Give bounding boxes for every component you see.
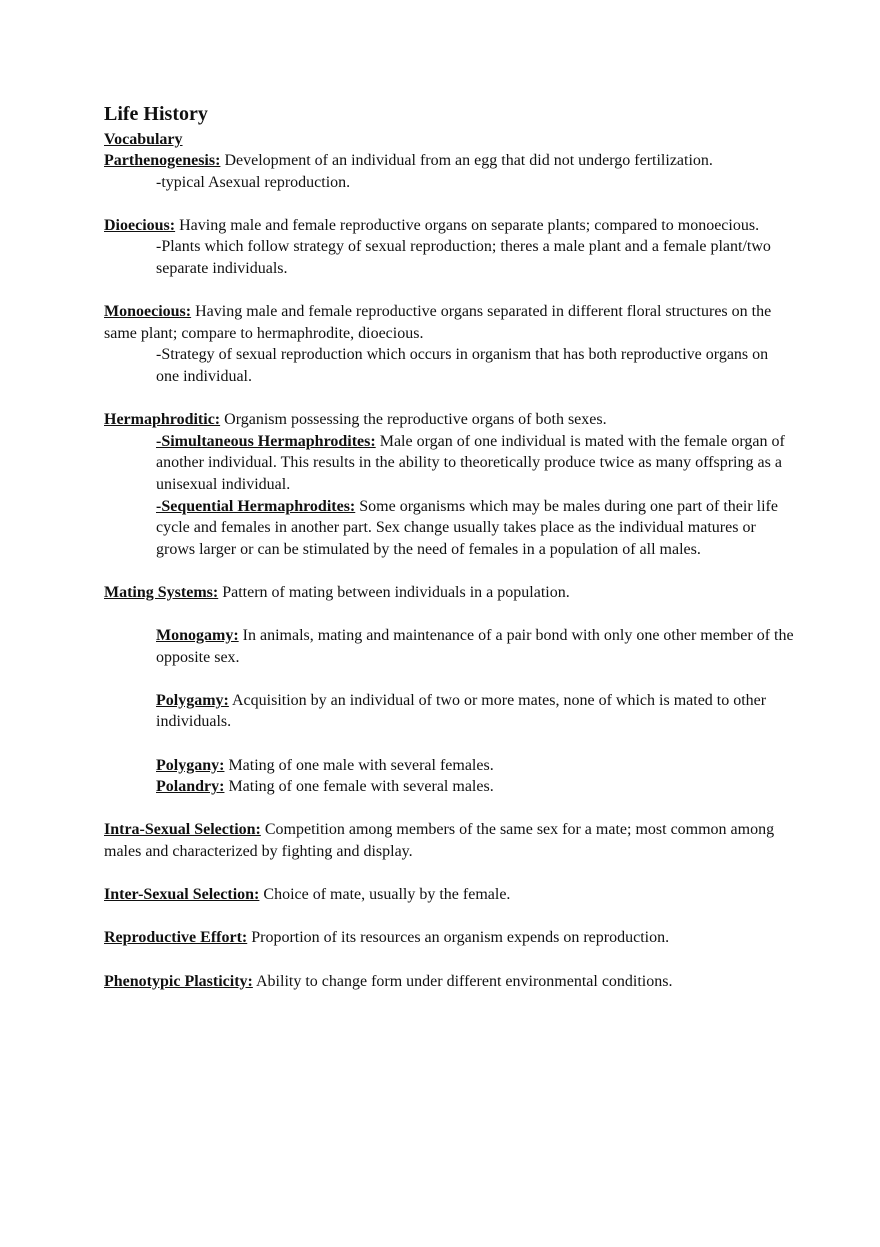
entry-reproductive-effort — [104, 927, 794, 949]
entry-polandry — [104, 776, 794, 798]
entry-simultaneous-hermaphrodites — [104, 431, 794, 496]
entry-inter-sexual-selection — [104, 884, 794, 906]
definition-phenotypic-plasticity: Ability to change form under different environmental conditions. — [252, 972, 673, 990]
term-polygamy: Polygamy: — [156, 691, 229, 709]
section-heading: Vocabulary — [104, 131, 183, 148]
term-simultaneous-hermaphrodites: -Simultaneous Hermaphrodites: — [156, 432, 376, 450]
term-inter-sexual-selection: Inter-Sexual Selection: — [104, 886, 260, 904]
note-parthenogenesis: -typical Asexual reproduction. — [156, 173, 351, 191]
definition-polygamy: Acquisition by an individual of two or more mates, none of which is mated to other individuals. — [156, 691, 767, 731]
entry-polygany — [104, 755, 794, 777]
definition-reproductive-effort: Proportion of its resources an organism expends on reproduction. — [247, 929, 670, 947]
note-dioecious: -Plants which follow strategy of sexual reproduction; theres a male plant and a female plant/two separate individuals. — [156, 238, 771, 277]
term-reproductive-effort: Reproductive Effort: — [104, 929, 248, 947]
entry-monogamy — [104, 625, 794, 668]
entry-dioecious — [104, 215, 794, 237]
entry-hermaphroditic — [104, 409, 794, 431]
definition-monoecious: Having male and female reproductive organs separated in different floral structures on the same plant; compare to hermaphrodite, dioecious. — [104, 303, 772, 342]
term-monogamy: Monogamy: — [156, 627, 239, 645]
definition-mating-systems: Pattern of mating between individuals in a population. — [218, 583, 570, 601]
definition-intra-sexual-selection: Competition among members of the same sex for a mate; most common among males and characterized by fighting and display. — [104, 821, 775, 860]
note-monoecious: -Strategy of sexual reproduction which occurs in organism that has both reproductive organs on one individual. — [156, 346, 769, 385]
entry-phenotypic-plasticity — [104, 971, 794, 993]
term-dioecious: Dioecious: — [104, 216, 176, 234]
definition-monogamy: In animals, mating and maintenance of a pair bond with only one other member of the opposite sex. — [156, 627, 794, 666]
term-mating-systems: Mating Systems: — [104, 583, 219, 601]
entry-sequential-hermaphrodites — [104, 496, 794, 561]
definition-simultaneous-hermaphrodites: Male organ of one individual is mated with the female organ of another individual. This results in the ability to theoretically produce twice as many offspring as a unisexual individual. — [156, 432, 785, 493]
entry-intra-sexual-selection — [104, 819, 794, 862]
entry-polygamy — [104, 690, 794, 733]
definition-hermaphroditic: Organism possessing the reproductive organs of both sexes. — [220, 411, 607, 429]
definition-parthenogenesis: Development of an individual from an egg that did not undergo fertilization. — [220, 152, 713, 169]
term-intra-sexual-selection: Intra-Sexual Selection: — [104, 821, 261, 839]
term-polandry: Polandry: — [156, 778, 225, 796]
term-hermaphroditic: Hermaphroditic: — [104, 411, 221, 429]
page-title: Life History — [104, 103, 208, 125]
definition-polygany: Mating of one male with several females. — [224, 756, 494, 774]
term-polygany: Polygany: — [156, 756, 225, 774]
entry-mating-systems — [104, 582, 794, 604]
document-page — [104, 102, 794, 992]
entry-parthenogenesis — [104, 150, 794, 172]
term-monoecious: Monoecious: — [104, 303, 192, 321]
definition-polandry: Mating of one female with several males. — [224, 778, 494, 796]
term-sequential-hermaphrodites: -Sequential Hermaphrodites: — [156, 497, 356, 515]
definition-sequential-hermaphrodites: Some organisms which may be males during one part of their life cycle and females in another part. Sex change usually takes place as the individual matures or grows larger or can be stimulated by the need of females in a population of all males. — [156, 497, 778, 558]
entry-monoecious — [104, 301, 794, 344]
term-parthenogenesis: Parthenogenesis: — [104, 152, 221, 169]
term-phenotypic-plasticity: Phenotypic Plasticity: — [104, 972, 253, 990]
definition-dioecious: Having male and female reproductive organs on separate plants; compared to monoecious. — [175, 216, 760, 234]
definition-inter-sexual-selection: Choice of mate, usually by the female. — [259, 886, 511, 904]
